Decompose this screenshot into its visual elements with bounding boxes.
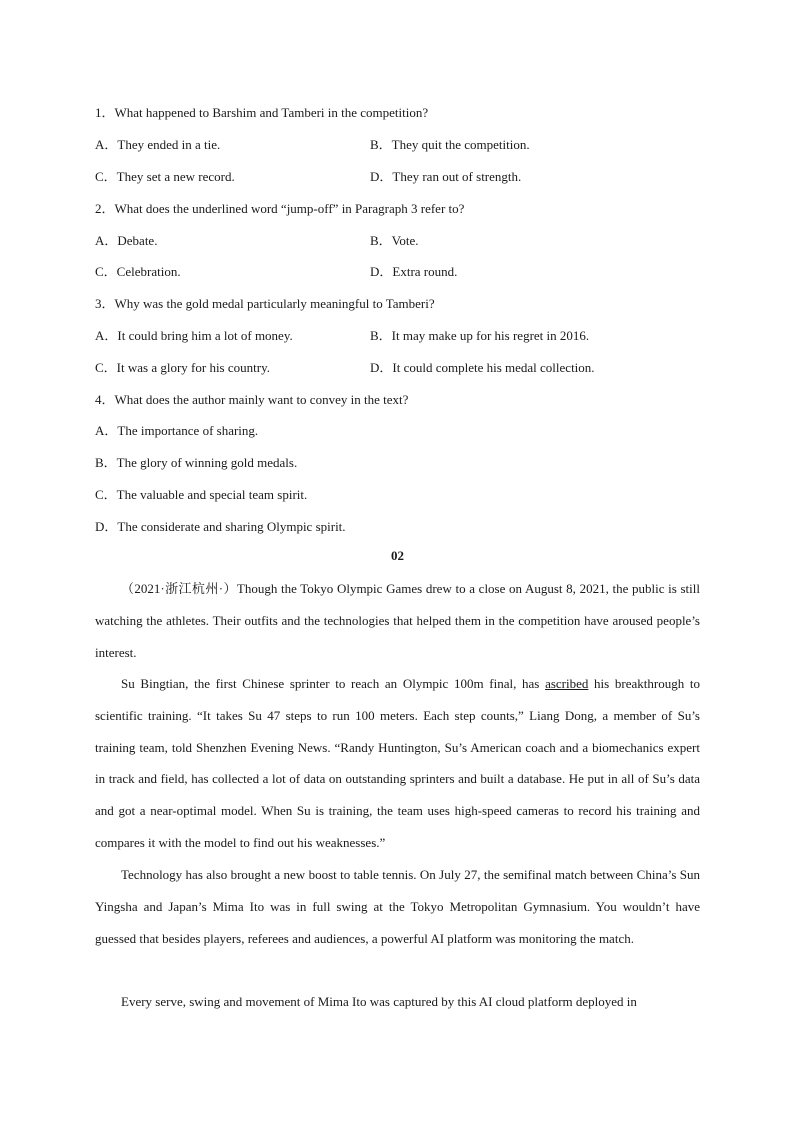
question-4-option-d: D．The considerate and sharing Olympic spirit. [95, 519, 346, 534]
question-4-stem: 4．What does the author mainly want to convey in the text? [95, 392, 409, 407]
passage-paragraph-1: （2021·浙江杭州·）Though the Tokyo Olympic Games drew to a close on August 8, 2021, the public is still watching the athletes. Their outfits and the technologies that helped them in the competition have aroused people’s interest. [95, 581, 700, 660]
question-1-option-a: A．They ended in a tie. [95, 137, 221, 152]
question-4-option-a: A．The importance of sharing. [95, 423, 259, 438]
passage-paragraph-4: Every serve, swing and movement of Mima Ito was captured by this AI cloud platform deployed in [121, 994, 637, 1009]
question-3-option-c: C．It was a glory for his country. [95, 360, 270, 375]
question-2-option-c: C．Celebration. [95, 264, 181, 279]
question-2-option-b: B．Vote. [370, 233, 419, 248]
paragraph-2-text-start: Su Bingtian, the first Chinese sprinter to reach an Olympic 100m final, has [121, 676, 546, 691]
passage-paragraph-3: Technology has also brought a new boost to table tennis. On July 27, the semifinal match between China’s Sun Yingsha and Japan’s Mima Ito was in full swing at the Tokyo Metropolitan Gymnasium. You wouldn’t have guessed that besides players, referees and audiences, a powerful AI platform was monitoring the match. [95, 867, 700, 946]
question-3-option-b: B．It may make up for his regret in 2016. [370, 328, 590, 343]
question-2-stem: 2．What does the underlined word “jump-off” in Paragraph 3 refer to? [95, 201, 465, 216]
question-1-option-b: B．They quit the competition. [370, 137, 530, 152]
question-4-option-b: B．The glory of winning gold medals. [95, 455, 298, 470]
question-4-option-c: C．The valuable and special team spirit. [95, 487, 308, 502]
question-3-option-a: A．It could bring him a lot of money. [95, 328, 293, 343]
paragraph-2-text-end: his breakthrough to scientific training. “It takes Su 47 steps to run 100 meters. Each step counts,” Liang Dong, a member of Su’s training team, told Shenzhen Evening News. “Randy Huntington, Su’s American coach and a biomechanics expert in track and field, has collected a lot of data on outstanding sprinters and built a database. He put in all of Su’s data and got a near-optimal model. When Su is training, the team uses high-speed cameras to record his training and compares it with the model to find out his weaknesses.” [95, 676, 701, 850]
passage-paragraph-2 [95, 668, 700, 859]
question-2-option-a: A．Debate. [95, 233, 158, 248]
question-3-stem: 3．Why was the gold medal particularly meaningful to Tamberi? [95, 296, 435, 311]
question-3-option-d: D．It could complete his medal collection. [370, 360, 595, 375]
section-number: 02 [391, 548, 404, 563]
underlined-word-ascribed: ascribed [545, 676, 589, 691]
question-2-option-d: D．Extra round. [370, 264, 458, 279]
question-1-stem: 1．What happened to Barshim and Tamberi in the competition? [95, 105, 429, 120]
question-1-option-c: C．They set a new record. [95, 169, 235, 184]
question-1-option-d: D．They ran out of strength. [370, 169, 522, 184]
